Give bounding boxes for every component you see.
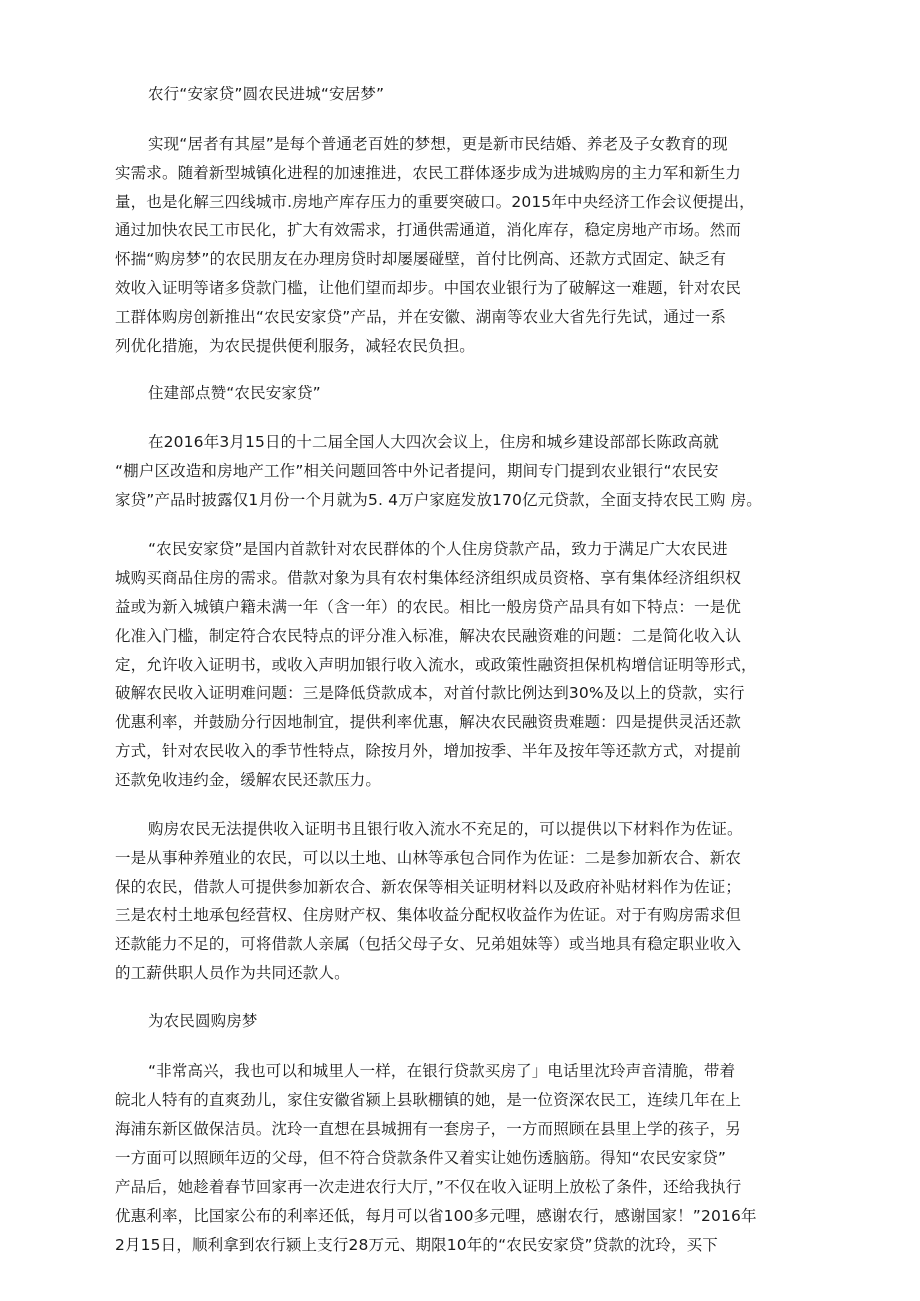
paragraph-line: 皖北人特有的直爽劲儿，家住安徽省颍上县耿棚镇的她，是一位资深农民工，连续几年在上 <box>115 1091 742 1109</box>
paragraph-line: 城购买商品住房的需求。借款对象为具有农村集体经济组织成员资格、享有集体经济组织权 <box>115 569 742 587</box>
paragraph-line: 定，允许收入证明书，或收入声明加银行收入流水，或政策性融资担保机构增信证明等形式， <box>115 656 757 674</box>
paragraph-line: 量，也是化解三四线城市.房地产库存压力的重要突破口。2015年中央经济工作会议便提出， <box>115 193 755 211</box>
paragraph-line: 一方面可以照顾年迈的父母，但不符合贷款条件又着实让她伤透脑筋。得知“农民安家贷” <box>115 1149 727 1167</box>
paragraph-line: 工群体购房创新推出“农民安家贷”产品，并在安徽、湖南等农业大省先行先试，通过一系 <box>115 308 727 326</box>
paragraph-line: 效收入证明等诸多贷款门槛，让他们望而却步。中国农业银行为了破解这一难题，针对农民 <box>115 279 742 297</box>
paragraph-line: 购房农民无法提供收入证明书且银行收入流水不充足的，可以提供以下材料作为佐证。 <box>148 820 743 838</box>
paragraph-line: 列优化措施，为农民提供便利服务，减轻农民负担。 <box>115 337 475 355</box>
paragraph-line: 还款能力不足的，可将借款人亲属（包括父母子女、兄弟姐妹等）或当地具有稳定职业收入 <box>115 935 742 953</box>
paragraph-line: 方式，针对农民收入的季节性特点，除按月外，增加按季、半年及按年等还款方式，对提前 <box>115 742 742 760</box>
paragraph-line: 化准入门槛，制定符合农民特点的评分准入标准，解决农民融资难的问题：二是简化收入认 <box>115 627 742 645</box>
paragraph-line: 优惠利率，比国家公布的利率还低，每月可以省100多元哩，感谢农行，感谢国家！”2016年 <box>115 1207 757 1225</box>
paragraph-line: 保的农民，借款人可提供参加新农合、新农保等相关证明材料以及政府补贴材料作为佐证； <box>115 878 742 896</box>
paragraph-line: 三是农村土地承包经营权、住房财产权、集体收益分配权收益作为佐证。对于有购房需求但 <box>115 906 742 924</box>
document-title: 农行“安家贷”圆农民进城“安居梦” <box>148 85 385 103</box>
paragraph-line: 优惠利率，并鼓励分行因地制宜，提供利率优惠，解决农民融资贵难题：四是提供灵活还款 <box>115 713 742 731</box>
paragraph-line: 益或为新入城镇户籍未满一年（含一年）的农民。相比一般房贷产品具有如下特点：一是优 <box>115 598 742 616</box>
section-heading: 住建部点赞“农民安家贷” <box>148 384 321 402</box>
section-heading: 为农民圆购房梦 <box>148 1012 258 1030</box>
paragraph-line: 实需求。随着新型城镇化进程的加速推进，农民工群体逐步成为进城购房的主力军和新生力 <box>115 164 742 182</box>
paragraph-line: “棚户区改造和房地产工作”相关问题回答中外记者提问，期间专门提到农业银行“农民安 <box>115 462 719 480</box>
paragraph-line: 破解农民收入证明难问题：三是降低贷款成本，对首付款比例达到30%及以上的贷款，实行 <box>115 684 745 702</box>
paragraph-line: 2月15日，顺利拿到农行颍上支行28万元、期限10年的“农民安家贷”贷款的沈玲，买下 <box>115 1236 718 1254</box>
paragraph-line: 实现“居者有其屋”是每个普通老百姓的梦想，更是新市民结婚、养老及子女教育的现 <box>148 135 728 153</box>
paragraph-line: 一是从事种养殖业的农民，可以以土地、山林等承包合同作为佐证：二是参加新农合、新农 <box>115 849 742 867</box>
paragraph-line: 家贷”产品时披露仅1月份一个月就为5. 4万户家庭发放170亿元贷款，全面支持农民工购 房。 <box>115 491 762 509</box>
paragraph-line: 产品后，她趁着春节回家再一次走进农行大厅，”不仅在收入证明上放松了条件，还给我执行 <box>115 1178 742 1196</box>
paragraph-line: 怀揣“购房梦”的农民朋友在办理房贷时却屡屡碰壁，首付比例高、还款方式固定、缺乏有 <box>115 250 727 268</box>
paragraph-line: 在2016年3月15日的十二届全国人大四次会议上，住房和城乡建设部部长陈政高就 <box>148 433 719 451</box>
paragraph-line: 海浦东新区做保洁员。沈玲一直想在县城拥有一套房子，一方而照顾在县里上学的孩子，另 <box>115 1120 742 1138</box>
paragraph-line: “农民安家贷”是国内首款针对农民群体的个人住房贷款产品，致力于满足广大农民进 <box>148 540 728 558</box>
paragraph-line: 通过加快农民工市民化，扩大有效需求，打通供需通道，消化库存，稳定房地产市场。然而 <box>115 221 742 239</box>
paragraph-line: 的工薪供职人员作为共同还款人。 <box>115 964 350 982</box>
paragraph-line: “非常高兴，我也可以和城里人一样，在银行贷款买房了」电话里沈玲声音清脆，带着 <box>148 1062 736 1080</box>
paragraph-line: 还款免收违约金，缓解农民还款压力。 <box>115 771 382 789</box>
